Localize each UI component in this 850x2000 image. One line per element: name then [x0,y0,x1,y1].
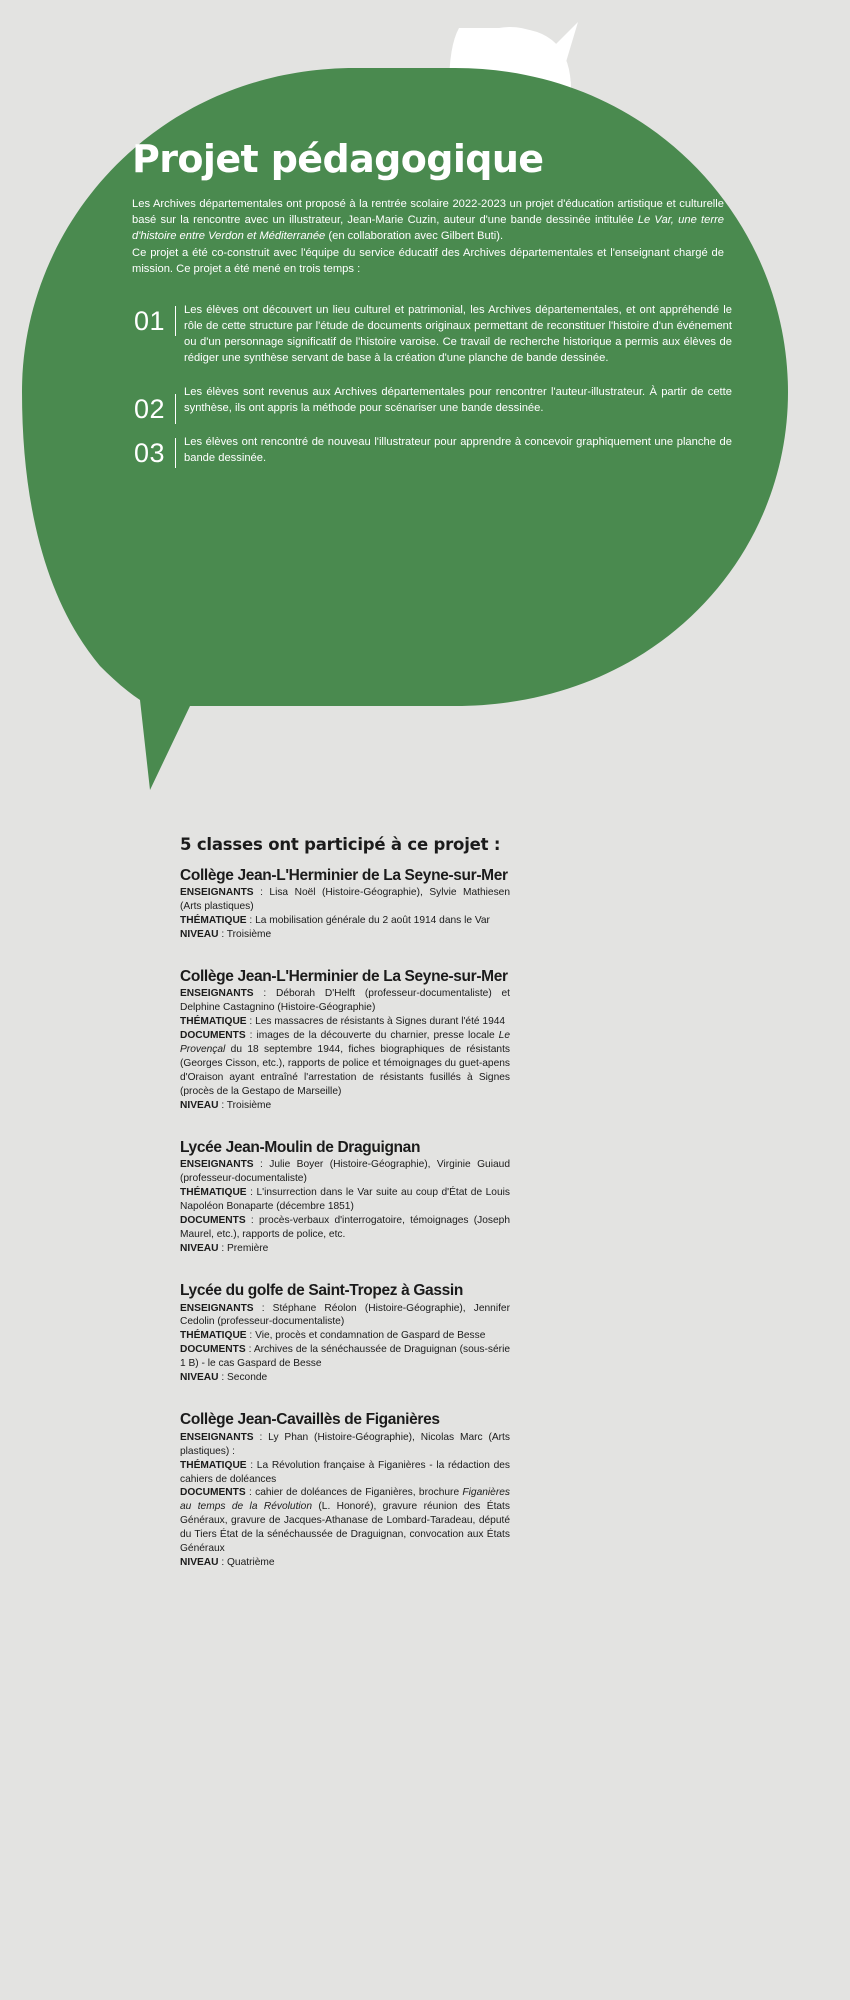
level-value: : Première [218,1243,269,1255]
step-item [132,384,732,425]
documents-value-b: (L. Honoré), gravure réunion des États Généraux, gravure de Jacques-Athanase de Lombard-Taradeau, député du Tiers État de la sénéchaussée de Draguignan, convocation aux États Généraux [180,1501,510,1555]
school-teachers [180,987,510,1015]
school-theme [180,914,510,928]
school-entry [180,1282,510,1385]
school-documents [180,1343,510,1371]
teachers-value: : Julie Boyer (Histoire-Géographie), Virginie Guiaud (professeur-documentaliste) [180,1159,510,1185]
step-text: Les élèves ont découvert un lieu culturel et patrimonial, les Archives départementales, et ont appréhendé le rôle de cette structure par l'étude de documents originaux permettant de reconstituer l'histoire d'un événement ou d'un personnage significatif de l'histoire varoise. Ce travail de recherche historique a permis aux élèves de rédiger une synthèse servant de base à la création d'une planche de bande dessinée. [184,304,732,365]
school-level [180,1371,510,1385]
school-entry [180,867,510,942]
theme-value: : L'insurrection dans le Var suite au coup d'État de Louis Napoléon Bonaparte (décembre 1851) [180,1187,510,1213]
school-name: Lycée du golfe de Saint-Tropez à Gassin [180,1282,463,1300]
intro-paragraph-2: Ce projet a été co-construit avec l'équipe du service éducatif des Archives départementales et l'enseignant chargé de mission. Ce projet a été mené en trois temps : [132,246,724,275]
teachers-label: ENSEIGNANTS [180,1431,254,1443]
school-theme [180,1186,510,1214]
documents-italic: Figanières au temps de la Révolution [180,1487,510,1513]
teachers-value: : Stéphane Réolon (Histoire-Géographie), Jennifer Cedolin (professeur-documentaliste) [180,1302,510,1328]
documents-label: DOCUMENTS [180,1344,246,1356]
schools-heading: 5 classes ont participé à ce projet : [180,835,501,854]
school-level [180,1242,510,1256]
page-title: Projet pédagogique [132,137,544,181]
school-name: Collège Jean-L'Herminier de La Seyne-sur-Mer [180,968,508,986]
theme-value: : La mobilisation générale du 2 août 1914 dans le Var [246,915,490,927]
step-item [132,434,732,467]
documents-value: : procès-verbaux d'interrogatoire, témoignages (Joseph Maurel, etc.), rapports de police, etc. [180,1215,510,1241]
step-number: 03 [132,440,184,467]
documents-label: DOCUMENTS [180,1215,246,1227]
school-teachers [180,886,510,914]
schools-section [180,835,510,1596]
school-teachers [180,1302,510,1330]
steps-list [132,302,732,466]
step-number: 01 [132,308,184,335]
theme-label: THÉMATIQUE [180,1187,247,1199]
documents-value-a: : cahier de doléances de Figanières, brochure [245,1487,463,1499]
school-entry [180,968,510,1113]
school-level [180,1099,510,1113]
teachers-label: ENSEIGNANTS [180,887,254,899]
step-item [132,302,732,367]
documents-value-a: : images de la découverte du charnier, presse locale [245,1030,499,1042]
documents-label: DOCUMENTS [180,1487,246,1499]
intro-paragraph-1 [132,197,724,245]
school-level [180,928,510,942]
school-documents [180,1029,510,1099]
teachers-value: : Déborah D'Helft (professeur-documentaliste) et Delphine Castagnino (Histoire-Géographie) [180,988,510,1014]
level-value: : Troisième [218,929,272,941]
school-level [180,1556,510,1570]
teachers-label: ENSEIGNANTS [180,1159,254,1171]
theme-label: THÉMATIQUE [180,1016,247,1028]
theme-label: THÉMATIQUE [180,1330,247,1342]
school-name: Lycée Jean-Moulin de Draguignan [180,1139,421,1157]
school-name: Collège Jean-Cavaillès de Figanières [180,1411,440,1429]
step-number: 02 [132,396,184,423]
teachers-value: : Ly Phan (Histoire-Géographie), Nicolas Marc (Arts plastiques) : [180,1431,510,1457]
school-documents [180,1486,510,1556]
level-label: NIVEAU [180,929,219,941]
intro-text-a: Les Archives départementales ont proposé à la rentrée scolaire 2022-2023 un projet d'éducation artistique et culturelle basé sur la rencontre avec un illustrateur, Jean-Marie Cuzin, auteur d'une bande dessinée intitulée [132,197,724,226]
school-entry [180,1411,510,1570]
school-teachers [180,1431,510,1459]
documents-label: DOCUMENTS [180,1030,246,1042]
teachers-label: ENSEIGNANTS [180,1302,254,1314]
level-label: NIVEAU [180,1243,219,1255]
teachers-label: ENSEIGNANTS [180,988,254,1000]
school-theme [180,1459,510,1487]
school-name: Collège Jean-L'Herminier de La Seyne-sur-Mer [180,867,508,884]
school-entry [180,1139,510,1256]
teachers-value: : Lisa Noël (Histoire-Géographie), Sylvie Mathiesen (Arts plastiques) [180,887,510,913]
bd-title-italic: Le Var, une terre d'histoire entre Verdon et Méditerranée [132,213,725,242]
level-label: NIVEAU [180,1557,219,1569]
step-text: Les élèves ont rencontré de nouveau l'illustrateur pour apprendre à concevoir graphiquement une planche de bande dessinée. [184,435,732,464]
level-label: NIVEAU [180,1372,219,1384]
theme-label: THÉMATIQUE [180,1459,247,1471]
documents-value-b: du 18 septembre 1944, fiches biographiques de résistants (Georges Cisson, etc.), rapports de police et témoignages du guet-apens d'Oraison ayant entraîné l'arrestation de résistants fusillés à Signes (procès de la Gestapo de Marseille) [180,1044,510,1098]
school-teachers [180,1158,510,1186]
level-value: : Quatrième [218,1557,275,1569]
level-value: : Troisième [218,1100,272,1112]
documents-value: : Archives de la sénéchaussée de Draguignan (sous-série 1 B) - le cas Gaspard de Besse [180,1344,510,1370]
school-documents [180,1214,510,1242]
intro-text-b: (en collaboration avec Gilbert Buti). [325,229,504,242]
theme-label: THÉMATIQUE [180,915,247,927]
level-label: NIVEAU [180,1100,219,1112]
theme-value: : Vie, procès et condamnation de Gaspard de Besse [246,1330,486,1342]
theme-value: : La Révolution française à Figanières - la rédaction des cahiers de doléances [180,1459,510,1485]
level-value: : Seconde [218,1372,268,1384]
documents-italic: Le Provençal [180,1030,510,1056]
school-theme [180,1015,510,1029]
speech-bubble [0,0,850,830]
theme-value: : Les massacres de résistants à Signes durant l'été 1944 [246,1016,506,1028]
step-text: Les élèves sont revenus aux Archives départementales pour rencontrer l'auteur-illustrateur. À partir de cette synthèse, ils ont appris la méthode pour scénariser une bande dessinée. [184,386,732,414]
bubble-content [132,137,732,484]
school-theme [180,1329,510,1343]
